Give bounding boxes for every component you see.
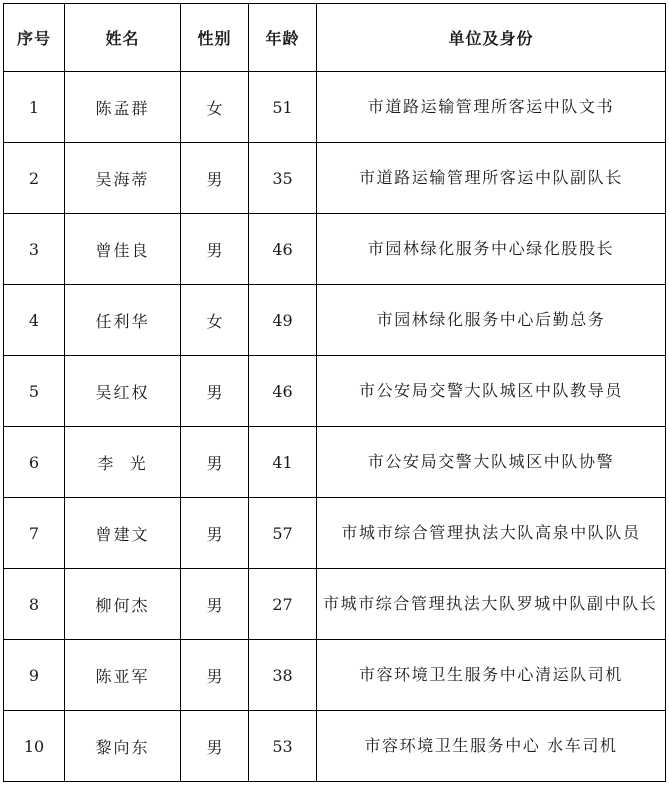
cell-org: 市容环境卫生服务中心清运队司机 [317,640,666,711]
table-row [4,498,666,569]
cell-no: 4 [4,285,65,356]
cell-gender: 男 [181,569,249,640]
cell-age: 53 [249,711,317,782]
cell-org: 市道路运输管理所客运中队文书 [317,72,666,143]
cell-no: 9 [4,640,65,711]
table-row [4,569,666,640]
cell-name: 李 光 [65,427,181,498]
header-gender: 性别 [181,4,249,72]
cell-age: 35 [249,143,317,214]
cell-age: 27 [249,569,317,640]
cell-no: 8 [4,569,65,640]
cell-org: 市道路运输管理所客运中队副队长 [317,143,666,214]
cell-age: 41 [249,427,317,498]
cell-no: 10 [4,711,65,782]
cell-gender: 男 [181,711,249,782]
cell-org: 市城市综合管理执法大队罗城中队副中队长 [317,569,666,640]
table-row [4,356,666,427]
cell-age: 46 [249,356,317,427]
header-no: 序号 [4,4,65,72]
cell-name: 柳何杰 [65,569,181,640]
table-row [4,427,666,498]
cell-gender: 男 [181,143,249,214]
cell-name: 陈亚军 [65,640,181,711]
cell-age: 49 [249,285,317,356]
cell-age: 51 [249,72,317,143]
cell-name: 陈孟群 [65,72,181,143]
cell-name: 曾建文 [65,498,181,569]
cell-no: 5 [4,356,65,427]
cell-gender: 女 [181,285,249,356]
cell-age: 46 [249,214,317,285]
cell-no: 6 [4,427,65,498]
cell-gender: 女 [181,72,249,143]
table-row [4,143,666,214]
personnel-table [3,3,666,782]
cell-org: 市公安局交警大队城区中队协警 [317,427,666,498]
header-name: 姓名 [65,4,181,72]
cell-no: 7 [4,498,65,569]
cell-org: 市城市综合管理执法大队高泉中队队员 [317,498,666,569]
cell-no: 3 [4,214,65,285]
table-row [4,640,666,711]
table-header-row [4,4,666,72]
header-age: 年龄 [249,4,317,72]
cell-gender: 男 [181,640,249,711]
cell-no: 2 [4,143,65,214]
cell-org: 市容环境卫生服务中心 水车司机 [317,711,666,782]
cell-no: 1 [4,72,65,143]
table-row [4,214,666,285]
cell-gender: 男 [181,356,249,427]
cell-gender: 男 [181,498,249,569]
cell-name: 吴海蒂 [65,143,181,214]
table-row [4,711,666,782]
cell-age: 38 [249,640,317,711]
cell-org: 市园林绿化服务中心绿化股股长 [317,214,666,285]
table-row [4,72,666,143]
cell-org: 市公安局交警大队城区中队教导员 [317,356,666,427]
cell-gender: 男 [181,214,249,285]
cell-age: 57 [249,498,317,569]
header-org: 单位及身份 [317,4,666,72]
table-row [4,285,666,356]
cell-org: 市园林绿化服务中心后勤总务 [317,285,666,356]
cell-gender: 男 [181,427,249,498]
cell-name: 曾佳良 [65,214,181,285]
cell-name: 黎向东 [65,711,181,782]
cell-name: 吴红权 [65,356,181,427]
cell-name: 任利华 [65,285,181,356]
